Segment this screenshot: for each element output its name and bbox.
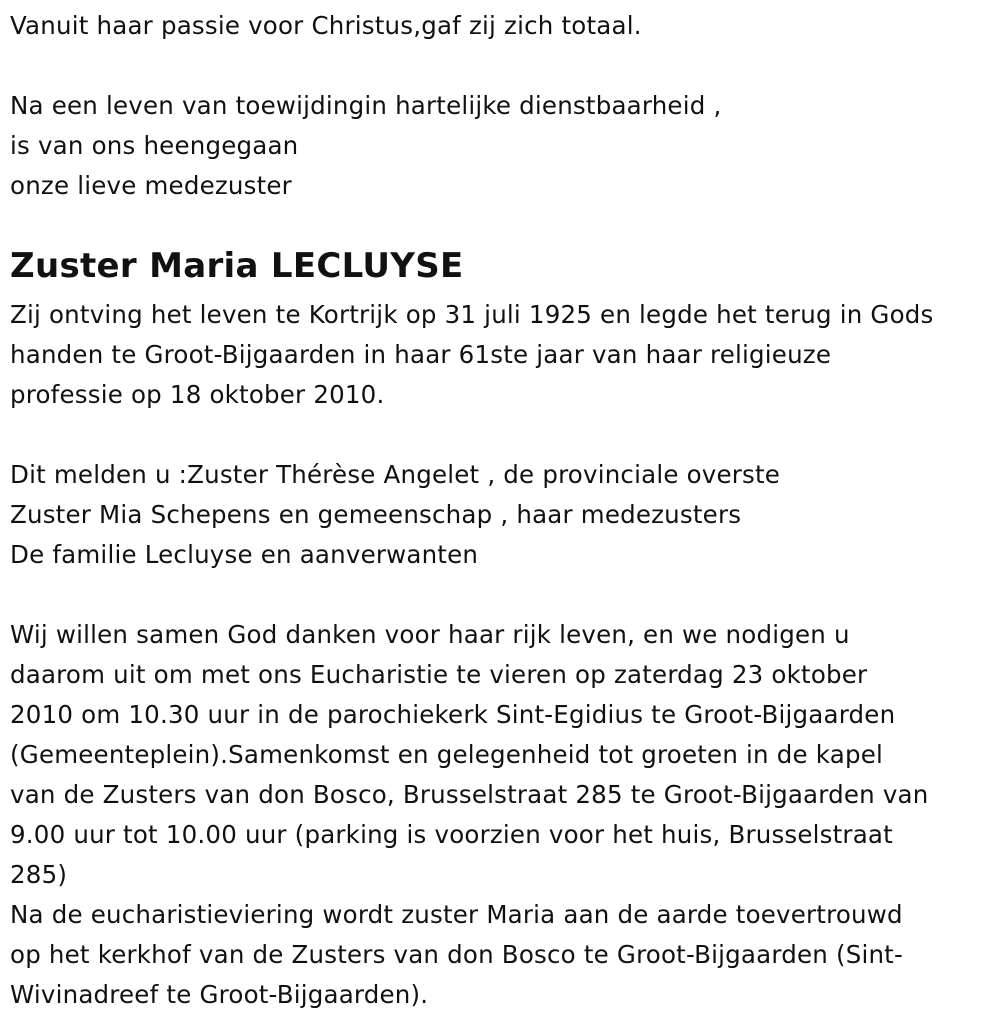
bio-line-2: handen te Groot-Bijgaarden in haar 61ste jaar van haar religieuze: [10, 340, 832, 369]
intro-line-2: Na een leven van toewijdingin hartelijke dienstbaarheid ,: [10, 91, 722, 120]
announcers-line-1: Dit melden u :Zuster Thérèse Angelet , de provinciale overste: [10, 460, 781, 489]
service-line-10: Wivinadreef te Groot-Bijgaarden).: [10, 980, 429, 1009]
service-line-3: 2010 om 10.30 uur in de parochiekerk Sint-Egidius te Groot-Bijgaarden: [10, 700, 896, 729]
service-line-8: Na de eucharistieviering wordt zuster Maria aan de aarde toevertrouwd: [10, 900, 903, 929]
service-line-4: (Gemeenteplein).Samenkomst en gelegenheid tot groeten in de kapel: [10, 740, 883, 769]
announcers-line-3: De familie Lecluyse en aanverwanten: [10, 540, 479, 569]
bio-line-1: Zij ontving het leven te Kortrijk op 31 juli 1925 en legde het terug in Gods: [10, 300, 934, 329]
intro-line-1: Vanuit haar passie voor Christus,gaf zij zich totaal.: [10, 11, 642, 40]
bio-line-3: professie op 18 oktober 2010.: [10, 380, 385, 409]
announcers-line-2: Zuster Mia Schepens en gemeenschap , haar medezusters: [10, 500, 742, 529]
service-line-5: van de Zusters van don Bosco, Brusselstraat 285 te Groot-Bijgaarden van: [10, 780, 929, 809]
intro-line-3: is van ons heengegaan: [10, 131, 299, 160]
service-line-1: Wij willen samen God danken voor haar rijk leven, en we nodigen u: [10, 620, 850, 649]
intro-line-4: onze lieve medezuster: [10, 171, 292, 200]
deceased-name-heading: Zuster Maria LECLUYSE: [10, 246, 464, 286]
service-line-9: op het kerkhof van de Zusters van don Bosco te Groot-Bijgaarden (Sint-: [10, 940, 904, 969]
service-line-7: 285): [10, 860, 68, 889]
service-line-6: 9.00 uur tot 10.00 uur (parking is voorzien voor het huis, Brusselstraat: [10, 820, 893, 849]
service-line-2: daarom uit om met ons Eucharistie te vieren op zaterdag 23 oktober: [10, 660, 868, 689]
